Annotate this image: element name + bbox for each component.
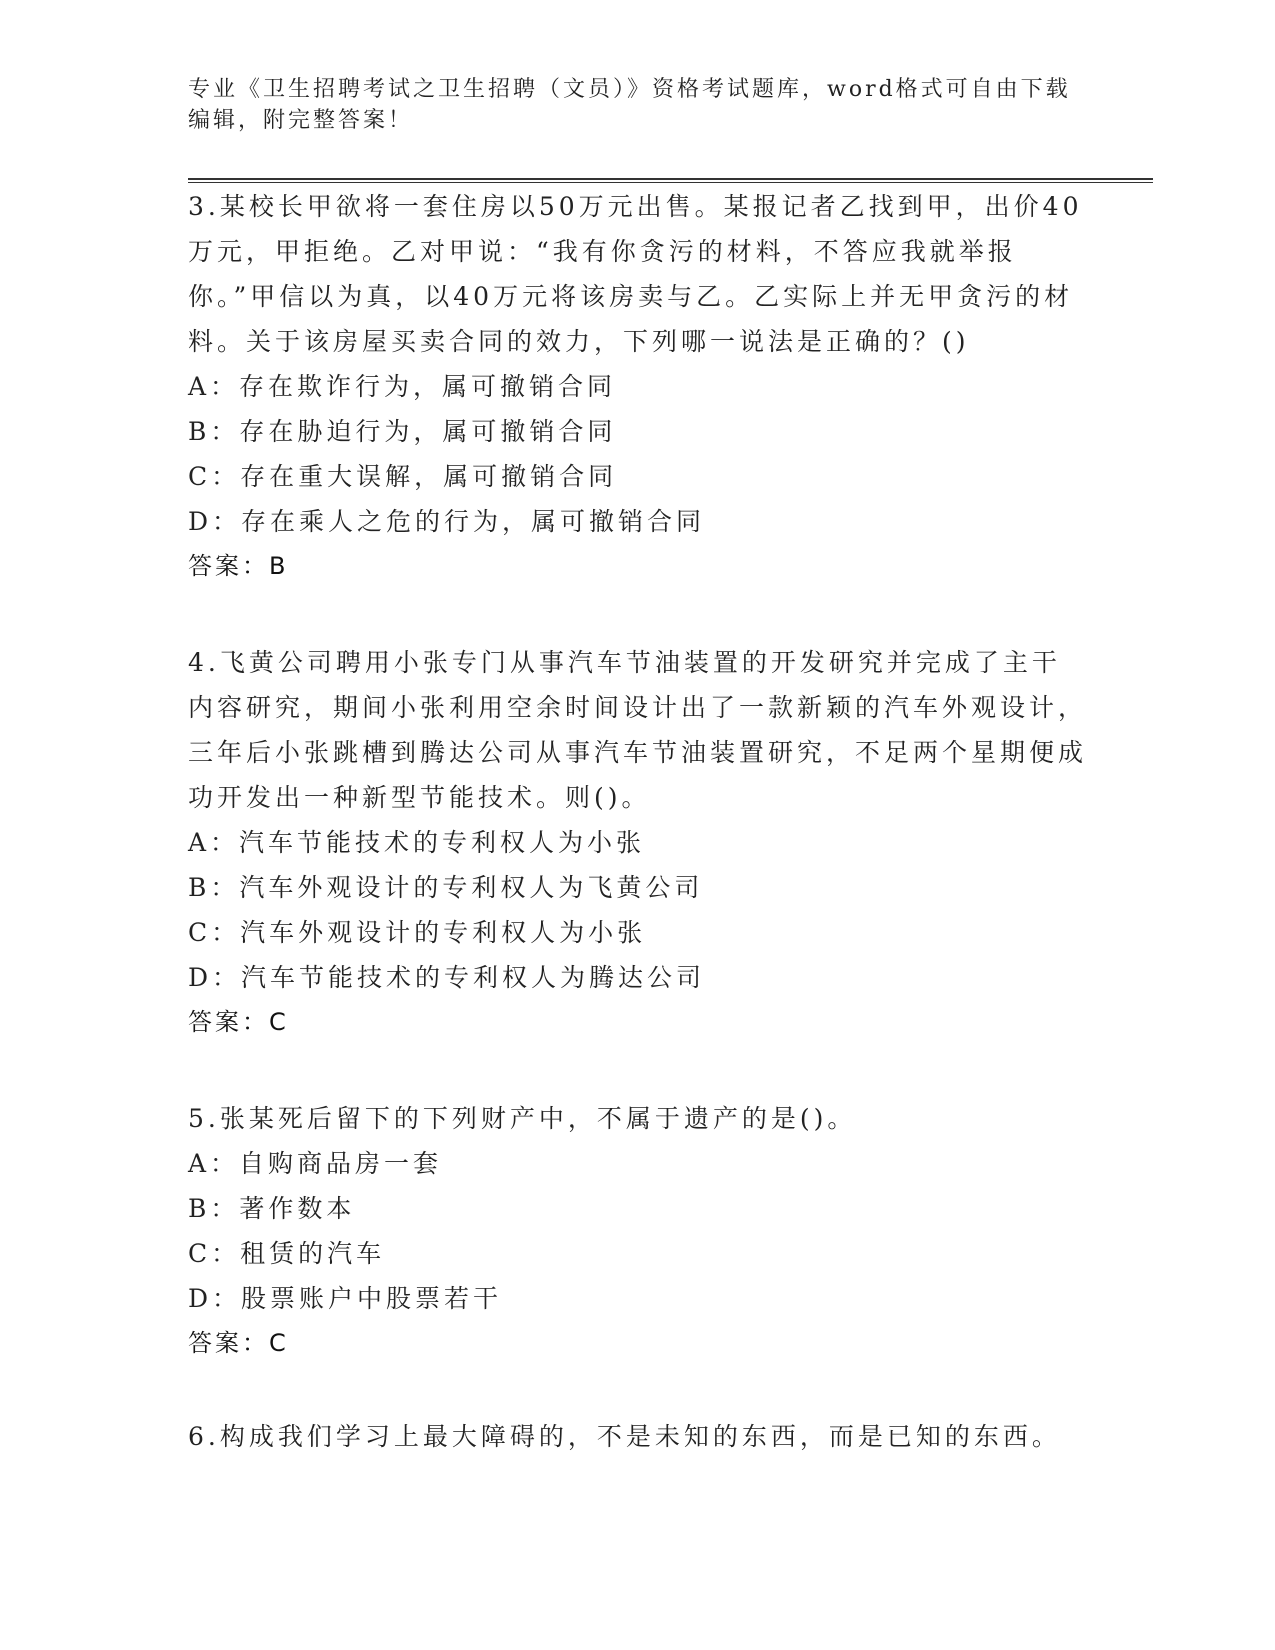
answer-label: 答案：C (188, 1329, 289, 1357)
option-c: C：租赁的汽车 (188, 1239, 386, 1268)
question-5 (188, 1096, 1088, 1366)
option-b: B：存在胁迫行为，属可撤销合同 (188, 417, 617, 446)
question-stem: 3.某校长甲欲将一套住房以50万元出售。某报记者乙找到甲，出价40万元，甲拒绝。乙对甲说：“我有你贪污的材料，不答应我就举报你。”甲信以为真，以40万元将该房卖与乙。乙实际上并无甲贪污的材料。关于该房屋买卖合同的效力，下列哪一说法是正确的？() (188, 192, 1083, 356)
option-a: A：自购商品房一套 (188, 1149, 443, 1178)
question-4 (188, 640, 1088, 1045)
option-c: C：汽车外观设计的专利权人为小张 (188, 918, 647, 947)
option-b: B：汽车外观设计的专利权人为飞黄公司 (188, 873, 704, 902)
answer-label: 答案：C (188, 1008, 289, 1036)
question-3 (188, 184, 1088, 589)
option-d: D：存在乘人之危的行为，属可撤销合同 (188, 507, 706, 536)
header-divider-thin (188, 182, 1153, 183)
header-divider (188, 178, 1153, 180)
option-b: B：著作数本 (188, 1194, 356, 1223)
option-d: D：汽车节能技术的专利权人为腾达公司 (188, 963, 706, 992)
option-c: C：存在重大误解，属可撤销合同 (188, 462, 618, 491)
answer-label: 答案：B (188, 552, 289, 580)
question-stem: 5.张某死后留下的下列财产中，不属于遗产的是()。 (188, 1104, 857, 1133)
option-a: A：汽车节能技术的专利权人为小张 (188, 828, 646, 857)
document-header-title: 专业《卫生招聘考试之卫生招聘（文员）》资格考试题库，word格式可自由下载编辑，附完整答案！ (188, 77, 1071, 133)
question-stem: 4.飞黄公司聘用小张专门从事汽车节油装置的开发研究并完成了主干内容研究，期间小张利用空余时间设计出了一款新颖的汽车外观设计，三年后小张跳槽到腾达公司从事汽车节油装置研究，不足两个星期便成功开发出一种新型节能技术。则()。 (188, 648, 1088, 812)
option-d: D：股票账户中股票若干 (188, 1284, 503, 1313)
question-stem: 6.构成我们学习上最大障碍的，不是未知的东西，而是已知的东西。 (188, 1422, 1061, 1451)
question-6 (188, 1414, 1088, 1459)
option-a: A：存在欺诈行为，属可撤销合同 (188, 372, 617, 401)
